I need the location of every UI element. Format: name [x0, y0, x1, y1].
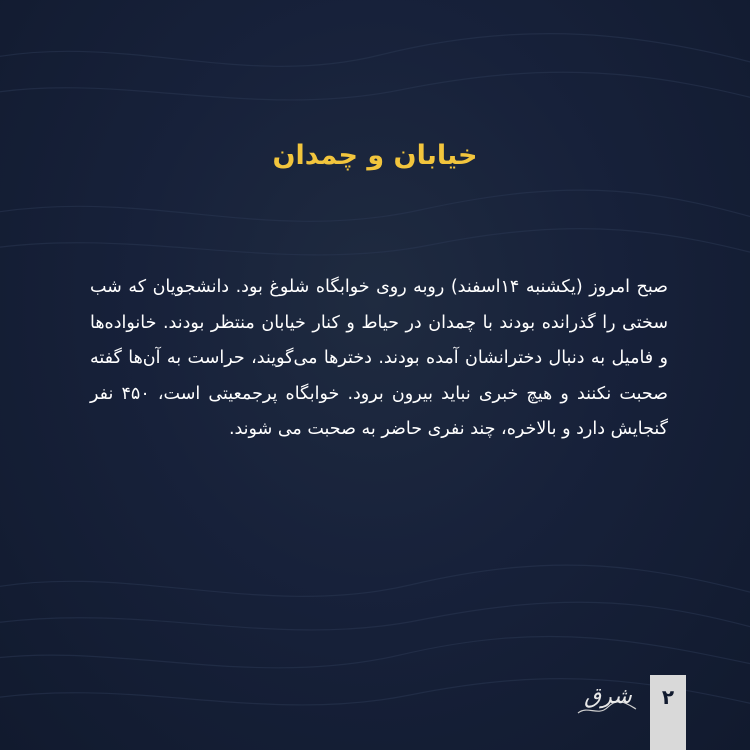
page-title: خیابان و چمدان [272, 140, 478, 171]
page-number-tab: ۲ [650, 675, 686, 750]
shargh-logo-text: شرق [584, 684, 632, 709]
article-paragraph: صبح امروز (یکشنبه ۱۴اسفند) روبه روی خوابگاه شلوغ بود. دانشجویان که شب سختی را گذرانده بودند با چمدان در حیاط و کنار خیابان منتظر بودند. خانواده‌ها و فامیل به دنبال دخترانشان آمده بودند. دخترها می‌گویند، حراست به آن‌ها گفته صحبت نکنند و هیچ خبری نباید بیرون برود. خوابگاه پرجمعیتی است، ۴۵۰ نفر گنجایش دارد و بالاخره، چند نفری حاضر به صحبت می شوند. [90, 277, 668, 439]
